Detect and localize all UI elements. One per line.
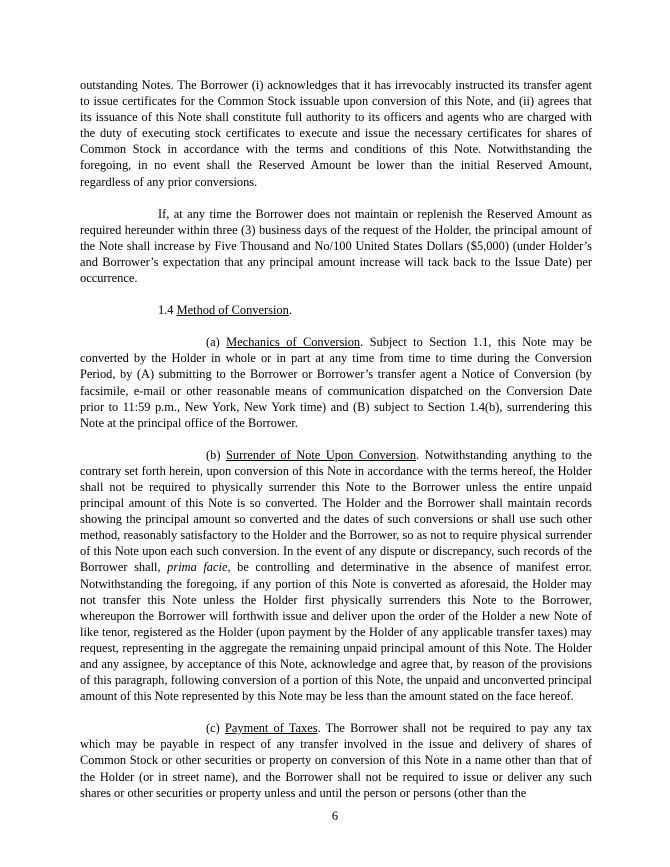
paragraph-reserved-amount: If, at any time the Borrower does not maintain or replenish the Reserved Amount as required hereunder within three (3) business days of the request of the Holder, the principal amount of the Note shall increase by Five Thousand and No/100 United States Dollars ($5,000) (under Holder’s and Borrower’s expectation that any principal amount increase will tack back to the Issue Date) per occurrence. xyxy=(80,206,592,286)
subsection-a-label: (a) xyxy=(206,335,220,350)
subsection-a-mechanics xyxy=(80,334,592,431)
section-number: 1.4 xyxy=(158,303,174,318)
subsection-c-title: Payment of Taxes xyxy=(224,721,318,736)
subsection-c-taxes xyxy=(80,720,592,800)
subsection-b-italic-term: prima facie xyxy=(167,560,228,575)
subsection-a-body: . Subject to Section 1.1, this Note may be converted by the Holder in whole or in part at any time from time to time during the Conversion Period, by (A) submitting to the Borrower or Borrower’s transfer agent a Notice of Conversion (by facsimile, e-mail or other reasonable means of communication dispatched on the Conversion Date prior to 11:59 p.m., New York, New York time) and (B) subject to Section 1.4(b), surrendering this Note at the principal office of the Borrower. xyxy=(80,335,592,430)
paragraph-outstanding-notes: outstanding Notes. The Borrower (i) acknowledges that it has irrevocably instructed its transfer agent to issue certificates for the Common Stock issuable upon conversion of this Note, and (ii) agrees that its issuance of this Note shall constitute full authority to its officers and agents who are charged with the duty of executing stock certificates to execute and issue the necessary certificates for shares of Common Stock in accordance with the terms and conditions of this Note. Notwithstanding the foregoing, in no event shall the Reserved Amount be lower than the initial Reserved Amount, regardless of any prior conversions. xyxy=(80,78,592,189)
subsection-a-title: Mechanics of Conversion xyxy=(226,335,361,350)
section-title-period: . xyxy=(288,303,292,318)
subsection-b-title: Surrender of Note Upon Conversion xyxy=(225,447,417,462)
subsection-b-body-part1: . Notwithstanding anything to the contrary set forth herein, upon conversion of this Note in accordance with the terms hereof, the Holder shall not be required to physically surrender this Note to the Borrower unless the entire unpaid principal amount of this Note is so converted. The Holder and the Borrower shall maintain records showing the principal amount so converted and the dates of such conversions or shall use such other method, reasonably satisfactory to the Holder and the Borrower, so as not to require physical surrender of this Note upon each such conversion. In the event of any dispute or discrepancy, such records of the Borrower shall, xyxy=(80,447,592,575)
subsection-c-body: . The Borrower shall not be required to pay any tax which may be payable in respect of any transfer involved in the issue and delivery of shares of Common Stock or other securities or property on conversion of this Note in a name other than that of the Holder (or in street name), and the Borrower shall not be required to issue or deliver any such shares or other securities or property unless and until the person or persons (other than the xyxy=(80,721,592,800)
subsection-b-body-part2: , be controlling and determinative in the absence of manifest error. Notwithstanding the foregoing, if any portion of this Note is converted as aforesaid, the Holder may not transfer this Note unless the Holder first physically surrenders this Note to the Borrower, whereupon the Borrower will forthwith issue and deliver upon the order of the Holder a new Note of like tenor, registered as the Holder (upon payment by the Holder of any applicable transfer taxes) may request, representing in the aggregate the remaining unpaid principal amount of this Note. The Holder and any assignee, by acceptance of this Note, acknowledge and agree that, by reason of the provisions of this paragraph, following conversion of a portion of this Note, the unpaid and unconverted principal amount of this Note represented by this Note may be less than the amount stated on the face hereof. xyxy=(80,560,592,704)
page-number: 6 xyxy=(331,809,339,823)
subsection-c-label: (c) xyxy=(206,721,220,736)
document-page xyxy=(80,77,592,817)
subsection-b-label: (b) xyxy=(206,447,221,462)
section-heading-1-4 xyxy=(158,302,592,318)
section-title: Method of Conversion xyxy=(176,303,289,318)
subsection-b-surrender xyxy=(80,447,592,705)
